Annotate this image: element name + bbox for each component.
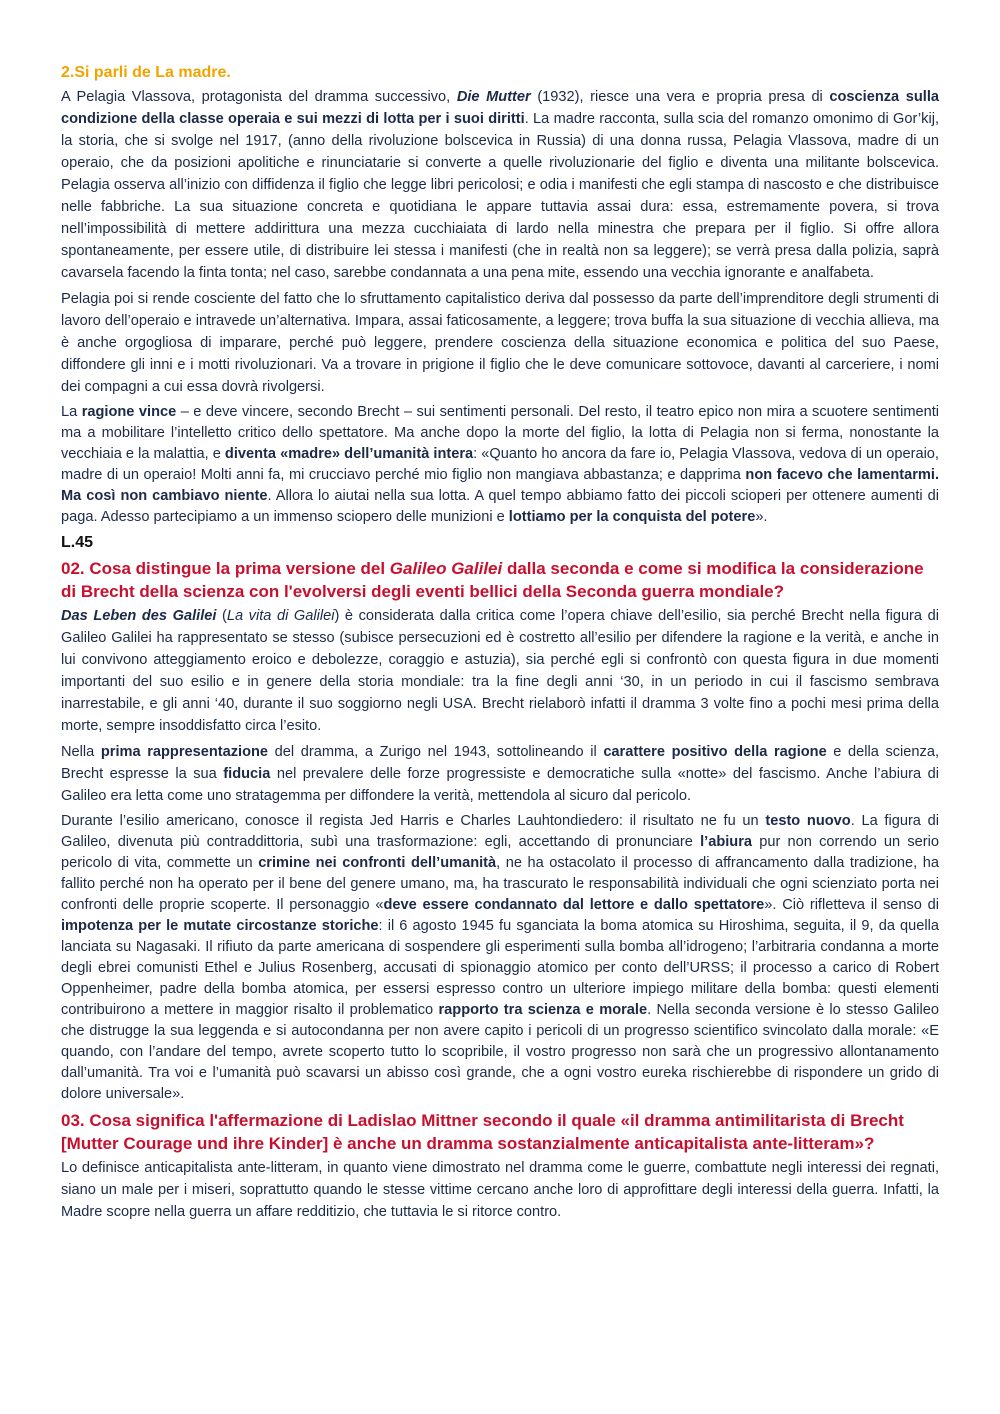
bold-text: ragione vince (81, 404, 177, 420)
paragraph (61, 741, 939, 807)
text-run: ». Ciò rifletteva il senso di (764, 897, 939, 913)
text-run: . La figura di Galileo, divenuta più contraddittoria, subì una trasformazione: egli, accettando di pronunciare (61, 813, 939, 850)
bold-text: deve essere condannato dal lettore e dallo spettatore (383, 897, 765, 913)
text-run: Pelagia poi si rende cosciente del fatto che lo sfruttamento capitalistico deriva dal possesso da parte dell’imprenditore degli strumenti di lavoro dell’operaio e intravede un’alternativa. Impara, assai faticosamente, a leggere; trova buffa la sua situazione di vecchia allieva, ma è anche orgogliosa di imparare, perché può leggere, prendere coscienza della situazione economica e politica del suo Paese, diffondere gli inni e i motti rivoluzionari. Va a trovare in prigione il figlio che le deve comunicare sottovoce, davanti al carceriere, i nomi dei compagni a cui essa dovrà rivolgersi. (61, 291, 939, 395)
text-run: pur non correndo un serio pericolo di vita, commette un (61, 834, 939, 871)
question-heading-03 (61, 1109, 939, 1155)
text-run: , ne ha ostacolato il processo di affrancamento dalla tradizione, ha fallito perché non ha operato per il bene del genere umano, ma, ha trascurato le responsabilità individuali che ogni scienziato porta nei confronti delle proprie scoperte. Il personaggio « (61, 855, 939, 913)
text-run: ) è considerata dalla critica come l’opera chiave dell’esilio, sia perché Brecht nella figura di Galileo Galilei ha rappresentato se stesso (subisce persecuzioni ed è costretto all’esilio per difendere la ragione e la verità, e anche in lui convivono atteggiamento eroico e debolezze, coraggio e astuzia), sia perché egli si confrontò con questa figura in due momenti importanti del suo esilio e in genere della storia mondiale: tra la fine degli anni ‘30, in un periodo in cui il fascismo sembrava inarrestabile, e gli anni ‘40, durante il suo soggiorno negli USA. Brecht rielaborò infatti il dramma 3 volte fino a pochi mesi prima della morte, sempre insoddisfatto circa l’esito. (61, 608, 939, 734)
emphasis-text (61, 608, 216, 624)
paragraph (61, 288, 939, 398)
text-run: ». (755, 509, 768, 525)
paragraph (61, 811, 939, 1105)
bold-text: fiducia (223, 766, 271, 782)
emphasis-italic-text: Die Mutter (456, 89, 531, 105)
text-run: dalla seconda e come si modifica la considerazione di Brecht della scienza con l'evolversi degli eventi bellici della Seconda guerra mondiale? (61, 559, 924, 601)
paragraph (61, 605, 939, 737)
emphasis-italic-text: Das Leben des Galilei (61, 608, 217, 624)
question-heading-02 (61, 557, 939, 603)
text-run: e della scienza, Brecht espresse la sua (61, 744, 939, 782)
text-run: . La madre racconta, sulla scia del romanzo omonimo di Gor’kij, la storia, che si svolge nel 1917, (anno della rivoluzione bolscevica in Russia) di una donna russa, Pelagia Vlassova, madre di un operaio, che da posizioni apolitiche e rinunciatarie si converte a quelle rivoluzionarie del figlio e diventa una militante bolscevica. Pelagia osserva all’inizio con diffidenza il figlio che legge libri pericolosi; e odia i manifesti che egli stampa di nascosto e che distribuisce nelle fabbriche. La sua situazione concreta e quotidiana le appare tuttavia assai dura: essa, estremamente povera, si trova nell’impossibilità di mettere addirittura una mezza cucchiaiata di lardo nella minestra che prepara per il figlio. Si offre allora spontaneamente, per essere utile, di distribuire lei stessa i manifesti (che in realtà non sa leggere); se verrà presa dalla polizia, saprà cavarsela facendo la finta tonta; nel caso, sarebbe condannata a una pena mite, essendo una vecchia ignorante e analfabeta. (61, 111, 939, 281)
section-heading-la-madre: 2.Si parli de La madre. (61, 64, 231, 81)
text-run: . Nella seconda versione è lo stesso Galileo che distrugge la sua leggenda e si autocondanna per non avere capito i pericoli di un progresso scientifico svincolato dalla morale: «E quando, con l’andare del tempo, avrete scoperto tutto lo scopribile, il vostro progresso non sarà che un progressivo allontanamento dall’umanità. Tra voi e l’umanità può scavarsi un abisso così grande, che a ogni vostro eureka rischierebbe di rispondere un grido di dolore universale». (61, 1002, 939, 1102)
text-run: 02. Cosa distingue la prima versione del (61, 559, 390, 578)
text-run: Durante l’esilio americano, conosce il regista Jed Harris e Charles Lauhtondiedero: il risultato ne fu un (61, 813, 766, 829)
text-run: . Allora lo aiutai nella sua lotta. A quel tempo abbiamo fatto dei piccoli scioperi per ottenere aumenti di paga. Adesso partecipiamo a un immenso sciopero delle munizioni e (61, 488, 939, 525)
bold-text: crimine nei confronti dell’umanità (258, 855, 497, 871)
text-run: (1932), riesce una vera e propria presa di (530, 89, 830, 105)
text-run: nel prevalere delle forze progressiste e democratiche sulla «notte» del fascismo. Anche l’abiura di Galileo era letta come uno stratagemma per diffondere la verità, mettendola al sicuro dal pericolo. (61, 766, 939, 804)
text-run: : «Quanto ho ancora da fare io, Pelagia Vlassova, vedova di un operaio, madre di un operaio! Molti anni fa, mi crucciavo perché mio figlio non mangiava abbastanza; e dapprima (61, 446, 939, 483)
text-run: – e deve vincere, secondo Brecht – sui sentimenti personali. Del resto, il teatro epico non mira a scuotere sentimenti ma a mobilitare l’intelletto critico dello spettatore. Ma anche dopo la morte del figlio, la lotta di Pelagia non si ferma, nonostante la vecchiaia e la malattia, e (61, 404, 940, 462)
bold-text: lottiamo per la conquista del potere (508, 509, 756, 525)
bold-text: diventa «madre» dell’umanità intera (224, 446, 474, 462)
lesson-label: L.45 (61, 534, 94, 551)
bold-text: coscienza sulla condizione della classe operaia e sui mezzi di lotta per i suoi diritti (61, 89, 940, 127)
text-run: A Pelagia Vlassova, protagonista del dramma successivo, (61, 89, 457, 105)
text-run: del dramma, a Zurigo nel 1943, sottolineando il (268, 744, 604, 760)
bold-text: impotenza per le mutate circostanze storiche (61, 918, 379, 934)
text-run: ( (216, 608, 227, 624)
bold-text: l’abiura (700, 834, 753, 850)
bold-text: rapporto tra scienza e morale (438, 1002, 648, 1018)
bold-text: carattere positivo della ragione (603, 744, 827, 760)
emphasis-text (457, 89, 531, 105)
text-run: : il 6 agosto 1945 fu sganciata la boma atomica su Hiroshima, seguita, il 9, da quella lanciata su Nagasaki. Il rifiuto da parte americana di sospendere gli esperimenti sulla bomba all’idrogeno; l’arbitraria condanna a morte degli ebrei comunisti Ethel e Julius Rosenberg, accusati di spionaggio atomico per conto dell’URSS; il processo a carico di Robert Oppenheimer, padre della bomba atomica, per essersi espresso contro un ulteriore impiego militare della bomba: questi elementi contribuirono a mettere in maggior risalto il problematico (61, 918, 939, 1018)
paragraph (61, 86, 939, 284)
text-run: Nella (61, 744, 101, 760)
bold-text: testo nuovo (765, 813, 851, 829)
bold-text: non facevo che lamentarmi. Ma così non cambiavo niente (61, 467, 940, 504)
text-run: Lo definisce anticapitalista ante-litteram, in quanto viene dimostrato nel dramma come le guerre, combattute negli interessi dei regnati, siano un male per i miseri, soprattutto quando le stesse vittime cercano anche loro di approfittare degli interessi della guerra. Infatti, la Madre scopre nella guerra un affare redditizio, che tuttavia le si ritorce contro. (61, 1160, 939, 1220)
paragraph (61, 402, 939, 528)
bold-text: prima rappresentazione (100, 744, 269, 760)
paragraph (61, 1157, 939, 1223)
italic-text: Galileo Galilei (389, 559, 503, 578)
document-page (61, 62, 939, 1227)
italic-text: La vita di Galilei (226, 608, 335, 624)
text-run: La (61, 404, 82, 420)
text-run: 03. Cosa significa l'affermazione di Ladislao Mittner secondo il quale «il dramma antimilitarista di Brecht [Mutter Courage und ihre Kinder] è anche un dramma sostanzialmente anticapitalista ante-litteram»? (61, 1111, 904, 1153)
